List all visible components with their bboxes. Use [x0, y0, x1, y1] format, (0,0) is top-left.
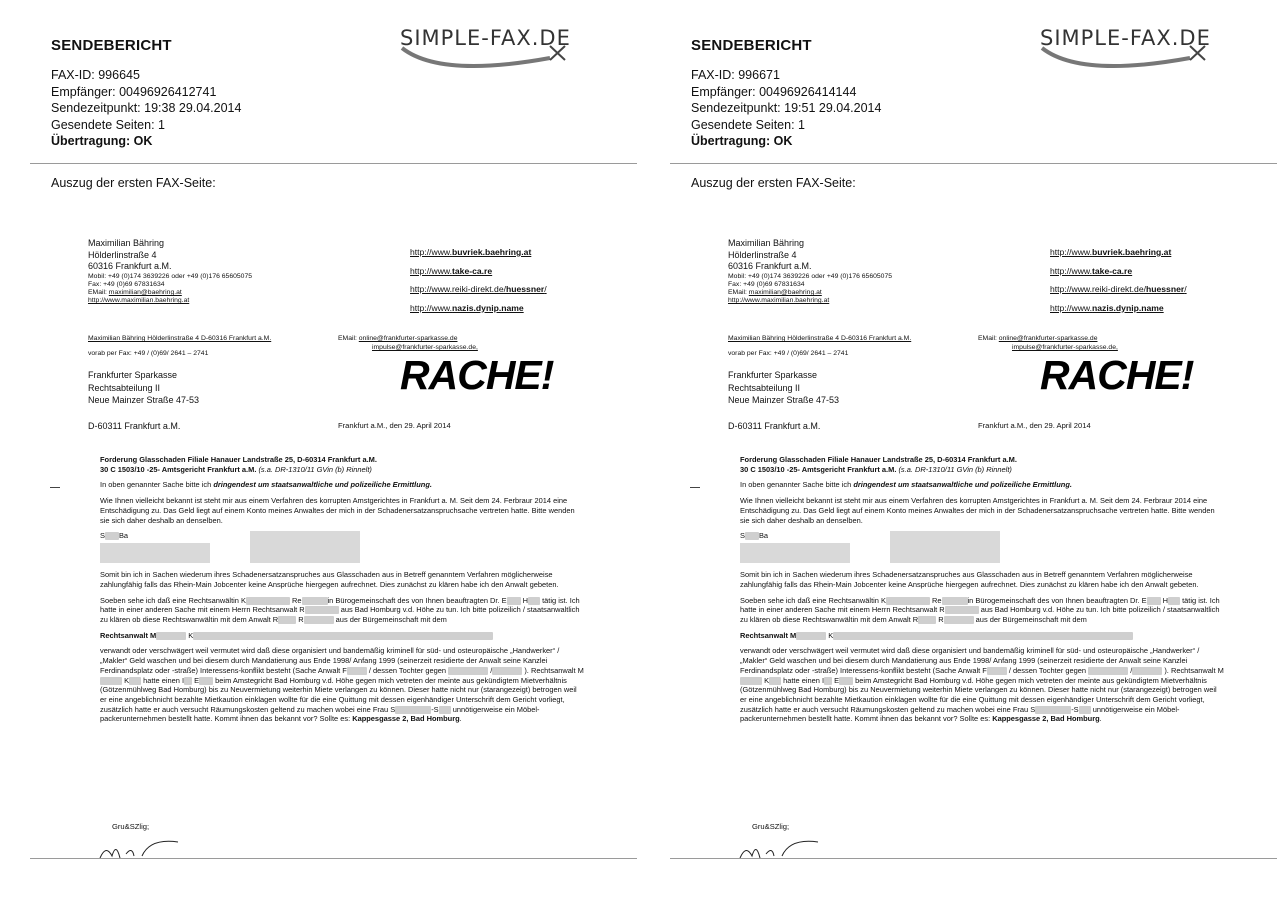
- return-address: Maximilian Bähring Hölderlinstraße 4 D-60316 Frankfurt a.M.: [728, 335, 912, 342]
- recipient-address: Frankfurter Sparkasse Rechtsabteilung II Neue Mainzer Straße 47-53: [728, 370, 840, 405]
- simple-fax-logo: [400, 26, 625, 76]
- gesendete-seiten: Gesendete Seiten: 1: [51, 117, 165, 132]
- sender-email-label: EMail:: [88, 289, 109, 297]
- sender-block: [728, 238, 988, 306]
- margin-mark: [690, 487, 700, 488]
- letter-body: [740, 455, 1224, 730]
- uebertragung-status: Übertragung: OK: [691, 134, 793, 148]
- bottom-divider: [670, 858, 1277, 859]
- recipient-address: Frankfurter Sparkasse Rechtsabteilung II Neue Mainzer Straße 47-53: [88, 370, 200, 405]
- subject: Forderung Glasschaden Filiale Hanauer Landstraße 25, D-60314 Frankfurt a.M. 30 C 1503/10 -25- Amtsgericht Frankfurt a.M. (s.a. DR-1310/11 GVin (b) Rinnelt): [740, 455, 1017, 474]
- link-item: http://www.reiki-direkt.de/huessner/: [410, 284, 547, 294]
- vorab-fax: vorab per Fax: +49 / (0)69/ 2641 – 2741: [88, 350, 209, 357]
- logo-text: SIMPLE-FAX.DE: [400, 26, 571, 50]
- sendezeitpunkt: Sendezeitpunkt: 19:38 29.04.2014: [51, 101, 242, 115]
- bottom-divider: [30, 858, 637, 859]
- sender-email: maximilian@baehring.at: [748, 289, 822, 297]
- paragraph: Somit bin ich in Sachen wiederum ihres Schadenersatzanspruches aus Glasschaden aus in Betreff genanntem Verfahren möglicherweise zahlungfähig falls das Rhein-Main Jobcenter keine Ansprüche hiergegen aufrechnet. Dies zunächst zu klären habe ich den Anwalt gebeten.: [740, 570, 1199, 589]
- return-address: Maximilian Bähring Hölderlinstraße 4 D-60316 Frankfurt a.M.: [88, 335, 272, 342]
- recipient-emails: EMail: online@frankfurter-sparkasse.de impulse@frankfurter-sparkasse.de,: [338, 335, 478, 351]
- margin-mark: [50, 487, 60, 488]
- link-list: [1050, 243, 1187, 317]
- greeting: Gru&SZlig;: [752, 822, 790, 831]
- paragraph: In oben genannter Sache bitte ich dringendest um staatsanwaltliche und polizeiliche Ermittlung.: [740, 480, 1072, 490]
- sendezeitpunkt: Sendezeitpunkt: 19:51 29.04.2014: [691, 101, 882, 115]
- gesendete-seiten: Gesendete Seiten: 1: [691, 117, 805, 132]
- link-item: http://www.nazis.dynip.name: [410, 302, 524, 313]
- divider: [30, 163, 637, 164]
- excerpt-label: Auszug der ersten FAX-Seite:: [51, 176, 216, 190]
- link-item: http://www.nazis.dynip.name: [1050, 302, 1164, 313]
- redacted-block: S Ba: [100, 531, 584, 565]
- fax-report-left: [30, 0, 637, 905]
- paragraph: In oben genannter Sache bitte ich dringendest um staatsanwaltliche und polizeiliche Ermittlung.: [100, 480, 432, 490]
- sender-street: Hölderlinstraße 4: [728, 249, 797, 260]
- paragraph: Wie Ihnen vielleicht bekannt ist steht mir aus einem Verfahren des korrupten Amstgerichtes in Frankfurt a. M. Seit dem 24. Ferbraur 2014 eine Entschädigung zu. Das Geld liegt auf einem Konto meines Anwaltes der mich in der Schadenersatzanspruchsache vertreten hatte. Bitte wenden sie sich daher deshalb an denselben.: [740, 496, 1215, 525]
- sender-web: http://www.maximilian.baehring.at: [88, 297, 190, 305]
- logo-text: SIMPLE-FAX.DE: [1040, 26, 1211, 50]
- link-item: http://www.buvriek.baehring.at: [410, 247, 532, 257]
- sender-city: 60316 Frankfurt a.M.: [88, 261, 172, 271]
- report-title: SENDEBERICHT: [51, 37, 172, 54]
- sender-email-label: EMail:: [728, 289, 749, 297]
- letter-body: [100, 455, 584, 730]
- recipient-city: D-60311 Frankfurt a.M.: [88, 421, 181, 431]
- recipient-city: D-60311 Frankfurt a.M.: [728, 421, 821, 431]
- sender-name: Maximilian Bähring: [728, 238, 805, 248]
- redacted-block: S Ba: [740, 531, 1224, 565]
- fax-meta: [51, 67, 241, 150]
- date-line: Frankfurt a.M., den 29. April 2014: [978, 421, 1091, 430]
- fax-meta: [691, 67, 881, 150]
- divider: [670, 163, 1277, 164]
- fax-id: FAX-ID: 996645: [51, 68, 140, 82]
- fax-id: FAX-ID: 996671: [691, 68, 780, 82]
- paragraph: Soeben sehe ich daß eine Rechtsanwältin K Re in Bürogemeinschaft des von Ihnen beauftragten Dr. E H tätig ist. Ich hatte in einer anderen Sache mit einem Herrn Rechtsanwalt R aus Bad Homburg v.d. Höhe zu tun. Ich bitte polizeilich / staatsanwaltlich zu klären ob diese Rechtswanwältin mit dem Anwalt R R aus der Bürgemeinschaft mit dem: [740, 595, 1220, 625]
- sender-email: maximilian@baehring.at: [108, 289, 182, 297]
- paragraph: Somit bin ich in Sachen wiederum ihres Schadenersatzanspruches aus Glasschaden aus in Betreff genanntem Verfahren möglicherweise zahlungfähig falls das Rhein-Main Jobcenter keine Ansprüche hiergegen aufrechnet. Dies zunächst zu klären habe ich den Anwalt gebeten.: [100, 570, 559, 589]
- paragraph: verwandt oder verschwägert weil vermutet wird daß diese organisiert und bandemäßig kriminell für süd- und osteuropäische „Handwerker“ /„Makler“ Geld waschen und bei diesem durch Mandatierung aus Ende 1998/ Anfang 1999 (seinerzeit residierte der Anwalt seine Kanzlei Ferdinandsplatz oder -straße) Interessens-konflikt besteht (Sache Anwalt F / dessen Tochter gegen / ). Rechtsanwalt M K hatte einen I E beim Amstegricht Bad Homburg v.d. Höhe gegen mich vetreten der meinte aus gekündigtem Mietverhältnis (Götzenmühlweg Bad Homburg) bis zu Neuvermietung weiterhin Miete verlangen zu können. Dieser hatte nicht nur (starangezeigt) betrogen weil er eine angeblichnicht bezahlte Mietkaution einklagen wollte für die eine Quittung mit dessen eigenhändiger Unterschrift dem Gericht vorliegt, zusätzlich hatte er auch versucht Räumungskosten geltend zu machen wobei eine Frau S -S unnötigerweise ein Möbel-packerunternehmen bestellt hatte. Kommt ihnen das bekannt vor? Sollte es: Kappesgasse 2, Bad Homburg.: [100, 646, 584, 724]
- empfaenger: Empfänger: 00496926414144: [691, 84, 857, 99]
- paragraph: Soeben sehe ich daß eine Rechtsanwältin K Re in Bürogemeinschaft des von Ihnen beauftragten Dr. E H tätig ist. Ich hatte in einer anderen Sache mit einem Herrn Rechtsanwalt R aus Bad Homburg v.d. Höhe zu tun. Ich bitte polizeilich / staatsanwaltlich zu klären ob diese Rechtswanwältin mit dem Anwalt R R aus der Bürgemeinschaft mit dem: [100, 595, 580, 625]
- paragraph: Rechtsanwalt M K: [740, 631, 1224, 641]
- sender-block: [88, 238, 348, 306]
- sender-fax: Fax: +49 (0)69 67831634: [88, 280, 165, 288]
- sender-street: Hölderlinstraße 4: [88, 249, 157, 260]
- greeting: Gru&SZlig;: [112, 822, 150, 831]
- sender-fax: Fax: +49 (0)69 67831634: [728, 280, 805, 288]
- paragraph: Rechtsanwalt M K: [100, 631, 584, 641]
- vorab-fax: vorab per Fax: +49 / (0)69/ 2641 – 2741: [728, 350, 849, 357]
- link-list: [410, 243, 547, 317]
- rache-heading: RACHE!: [400, 352, 554, 398]
- excerpt-label: Auszug der ersten FAX-Seite:: [691, 176, 856, 190]
- subject: Forderung Glasschaden Filiale Hanauer Landstraße 25, D-60314 Frankfurt a.M. 30 C 1503/10 -25- Amtsgericht Frankfurt a.M. (s.a. DR-1310/11 GVin (b) Rinnelt): [100, 455, 377, 474]
- link-item: http://www.take-ca.re: [1050, 265, 1133, 276]
- link-item: http://www.reiki-direkt.de/huessner/: [1050, 284, 1187, 294]
- sender-mobil: Mobil: +49 (0)174 3639226 oder +49 (0)176 65605075: [88, 272, 253, 280]
- sender-name: Maximilian Bähring: [88, 238, 165, 248]
- report-title: SENDEBERICHT: [691, 37, 812, 54]
- uebertragung-status: Übertragung: OK: [51, 134, 153, 148]
- paragraph: verwandt oder verschwägert weil vermutet wird daß diese organisiert und bandemäßig kriminell für süd- und osteuropäische „Handwerker“ /„Makler“ Geld waschen und bei diesem durch Mandatierung aus Ende 1998/ Anfang 1999 (seinerzeit residierte der Anwalt seine Kanzlei Ferdinandsplatz oder -straße) Interessens-konflikt besteht (Sache Anwalt F / dessen Tochter gegen / ). Rechtsanwalt M K hatte einen I E beim Amstegricht Bad Homburg v.d. Höhe gegen mich vetreten der meinte aus gekündigtem Mietverhältnis (Götzenmühlweg Bad Homburg) bis zu Neuvermietung weiterhin Miete verlangen zu können. Dieser hatte nicht nur (starangezeigt) betrogen weil er eine angeblichnicht bezahlte Mietkaution einklagen wollte für die eine Quittung mit dessen eigenhändiger Unterschrift dem Gericht vorliegt, zusätzlich hatte er auch versucht Räumungskosten geltend zu machen wobei eine Frau S -S unnötigerweise ein Möbel-packerunternehmen bestellt hatte. Kommt ihnen das bekannt vor? Sollte es: Kappesgasse 2, Bad Homburg.: [740, 646, 1224, 724]
- fax-report-right: [670, 0, 1277, 905]
- link-item: http://www.buvriek.baehring.at: [1050, 247, 1172, 257]
- sender-city: 60316 Frankfurt a.M.: [728, 261, 812, 271]
- empfaenger: Empfänger: 00496926412741: [51, 84, 217, 99]
- sender-web: http://www.maximilian.baehring.at: [728, 297, 830, 305]
- date-line: Frankfurt a.M., den 29. April 2014: [338, 421, 451, 430]
- sender-mobil: Mobil: +49 (0)174 3639226 oder +49 (0)176 65605075: [728, 272, 893, 280]
- simple-fax-logo: [1040, 26, 1265, 76]
- recipient-emails: EMail: online@frankfurter-sparkasse.de impulse@frankfurter-sparkasse.de,: [978, 335, 1118, 351]
- rache-heading: RACHE!: [1040, 352, 1194, 398]
- link-item: http://www.take-ca.re: [410, 265, 493, 276]
- paragraph: Wie Ihnen vielleicht bekannt ist steht mir aus einem Verfahren des korrupten Amstgerichtes in Frankfurt a. M. Seit dem 24. Ferbraur 2014 eine Entschädigung zu. Das Geld liegt auf einem Konto meines Anwaltes der mich in der Schadenersatzanspruchsache vertreten hatte. Bitte wenden sie sich daher deshalb an denselben.: [100, 496, 575, 525]
